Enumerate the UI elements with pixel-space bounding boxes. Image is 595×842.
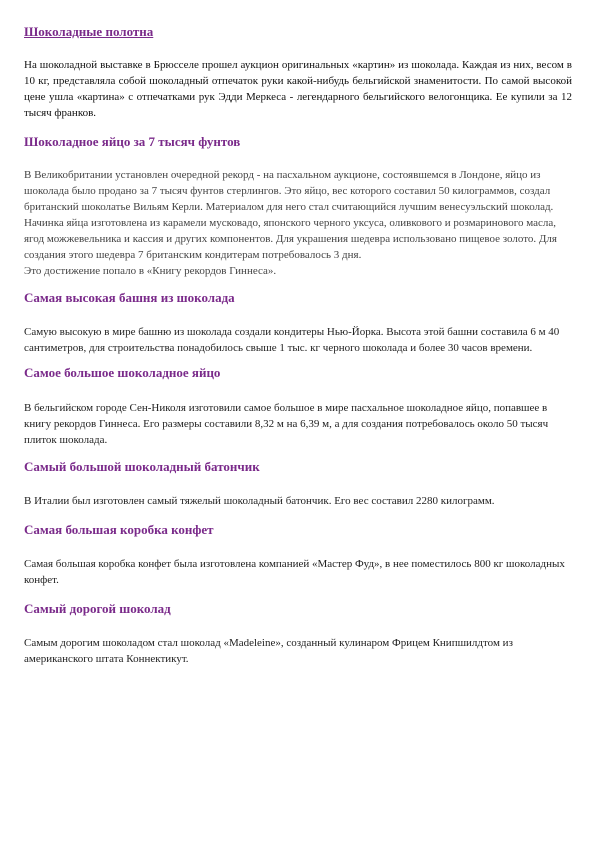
section-body: [24, 167, 572, 279]
section-paragraph: В Великобритании установлен очередной рекорд - на пасхальном аукционе, состоявшемся в Лондоне, яйцо из шоколада было продано за 7 тысяч фунтов стерлингов. Это яйцо, вес которого составил 50 килограммов, создал британский шоколатье Вильям Керли. Материалом для него стал считающийся лучшим венесуэльский шоколад. Начинка яйца изготовлена из карамели мусковадо, японского черного уксуса, оливкового и розмаринового масла, ягод можжевельника и кассия и других компонентов. Для украшения шедевра использовано пищевое золото. Для создания этого шедевра 7 британским кондитерам потребовалось 3 дня.: [24, 169, 557, 261]
section-paragraph: Самую высокую в мире башню из шоколада создали кондитеры Нью-Йорка. Высота этой башни составила 6 м 40 сантиметров, для строительства понадобилось свыше 1 тыс. кг черного шоколада и более 30 часов времени.: [24, 326, 560, 354]
section-most-expensive: [24, 600, 572, 667]
section-tallest-tower: [24, 289, 572, 356]
section-heading: Самая высокая башня из шоколада: [24, 290, 235, 305]
section-heading: Самый большой шоколадный батончик: [24, 459, 260, 474]
section-heading: Самый дорогой шоколад: [24, 601, 171, 616]
section-heading: Самая большая коробка конфет: [24, 522, 214, 537]
section-paragraph: В Италии был изготовлен самый тяжелый шоколадный батончик. Его вес составил 2280 килограмм.: [24, 495, 495, 507]
section-paragraph-note: Это достижение попало в «Книгу рекордов Гиннеса».: [24, 265, 277, 277]
section-heading: Самое большое шоколадное яйцо: [24, 365, 221, 380]
document-page: [24, 24, 572, 667]
intro-paragraph: На шоколадной выставке в Брюсселе прошел аукцион оригинальных «картин» из шоколада. Каждая из них, весом в 10 кг, представляла собой шоколадный отпечаток руки какой-нибудь бельгийской знаменитости. По самой высокой цене ушла «картина» с отпечатками рук Эдди Меркеса - легендарного бельгийского велогонщика. Ее купили за 12 тысяч франков.: [24, 59, 572, 119]
section-largest-bar: [24, 458, 572, 509]
section-largest-box: [24, 521, 572, 588]
section-paragraph: В бельгийском городе Сен-Николя изготовили самое большое в мире пасхальное шоколадное яйцо, попавшее в книгу рекордов Гиннеса. Его размеры составили 8,32 м на 6,39 м, а для создания потребовалось около 50 тысяч плиток шоколада.: [24, 402, 549, 446]
section-paragraph: Самым дорогим шоколадом стал шоколад «Madeleine», созданный кулинаром Фрицем Книпшилдтом из американского штата Коннектикут.: [24, 637, 513, 665]
section-paragraph: Самая большая коробка конфет была изготовлена компанией «Мастер Фуд», в нее поместилось 800 кг шоколадных конфет.: [24, 558, 565, 586]
section-heading: Шоколадное яйцо за 7 тысяч фунтов: [24, 134, 241, 149]
intro-title: Шоколадные полотна: [24, 24, 154, 39]
section-largest-egg: [24, 364, 572, 448]
section-chocolate-egg-7000: [24, 133, 572, 279]
